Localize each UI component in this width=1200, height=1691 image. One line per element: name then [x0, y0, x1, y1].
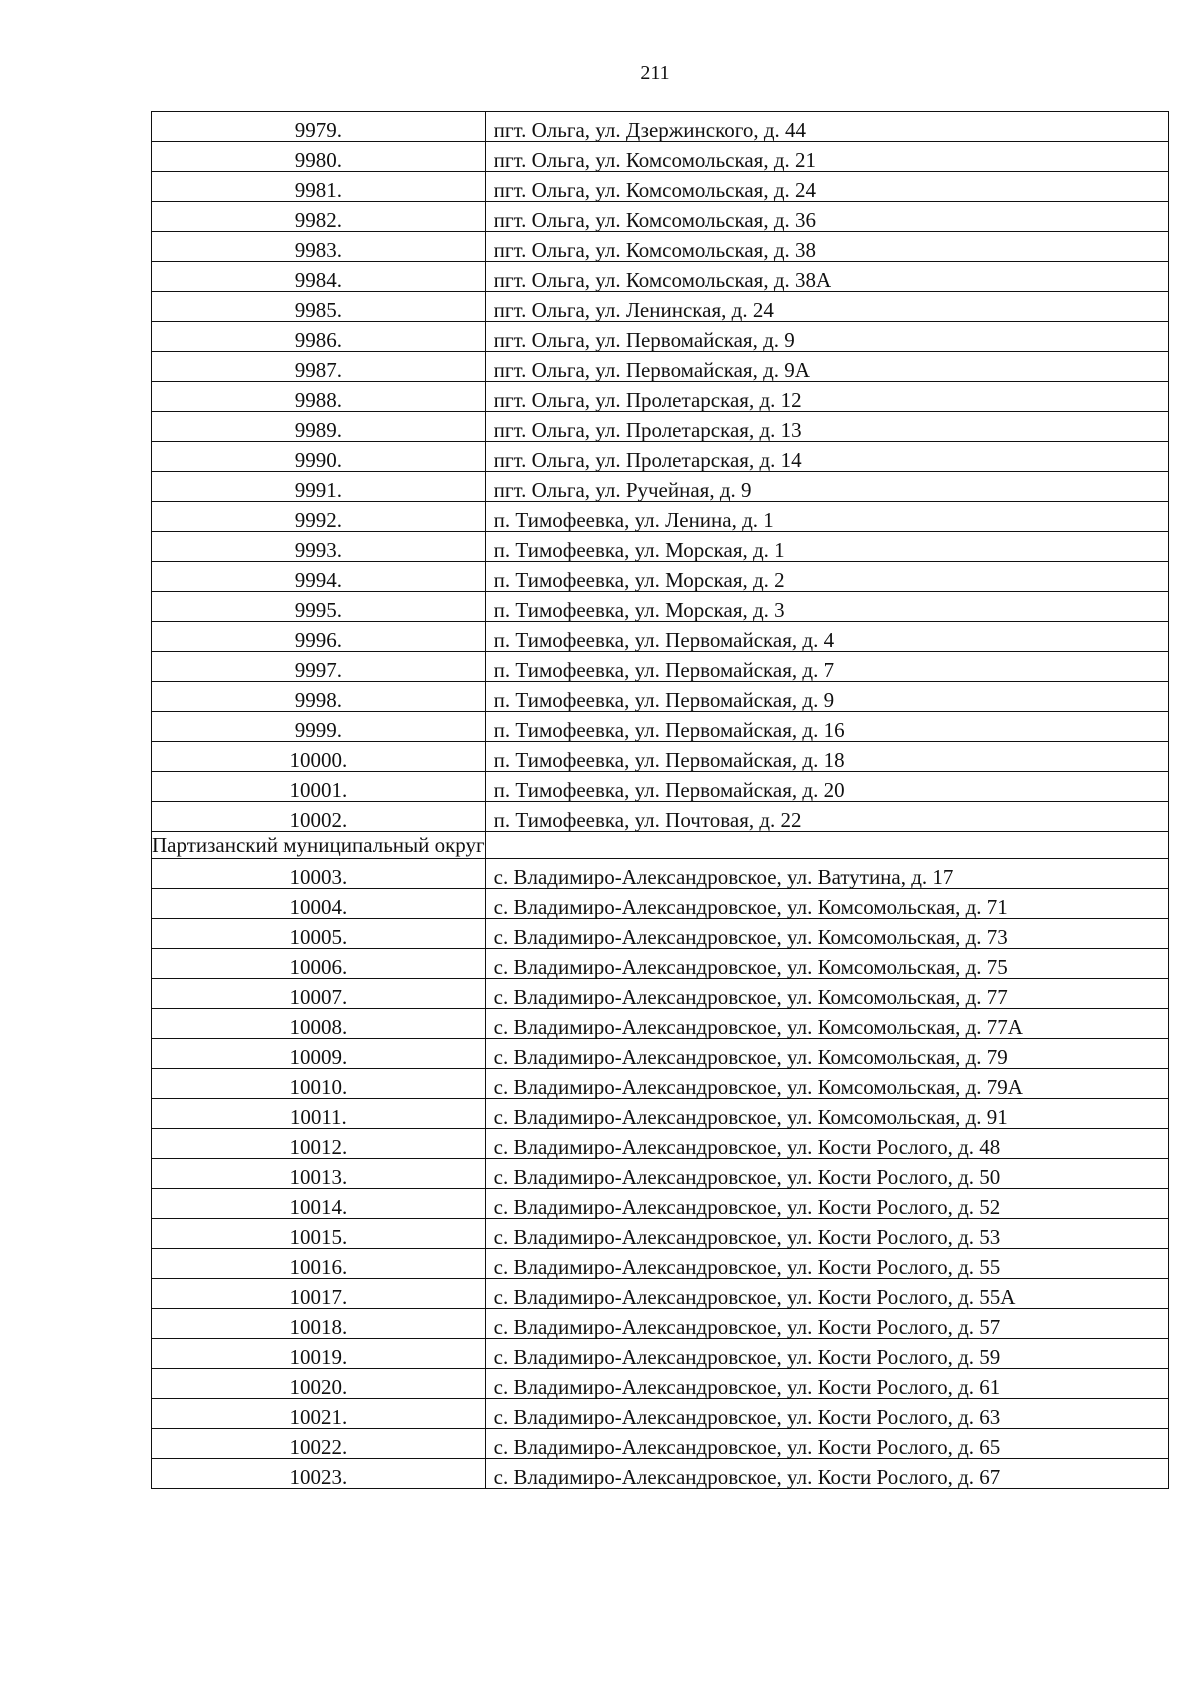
row-number: 9998.: [152, 682, 486, 712]
row-number: 10014.: [152, 1189, 486, 1219]
table-row: [152, 979, 1169, 1009]
row-address: с. Владимиро-Александровское, ул. Кости Рослого, д. 48: [485, 1129, 1168, 1159]
table-row: [152, 562, 1169, 592]
row-address: пгт. Ольга, ул. Пролетарская, д. 12: [485, 382, 1168, 412]
row-number: 10015.: [152, 1219, 486, 1249]
row-address: с. Владимиро-Александровское, ул. Кости Рослого, д. 63: [485, 1399, 1168, 1429]
row-number: 10001.: [152, 772, 486, 802]
row-address: с. Владимиро-Александровское, ул. Комсомольская, д. 91: [485, 1099, 1168, 1129]
row-address: п. Тимофеевка, ул. Морская, д. 1: [485, 532, 1168, 562]
row-number: 9990.: [152, 442, 486, 472]
row-address: с. Владимиро-Александровское, ул. Комсомольская, д. 71: [485, 889, 1168, 919]
row-address: п. Тимофеевка, ул. Первомайская, д. 4: [485, 622, 1168, 652]
group-label: Партизанский муниципальный округ: [152, 833, 485, 857]
table-row: [152, 712, 1169, 742]
row-address: п. Тимофеевка, ул. Морская, д. 3: [485, 592, 1168, 622]
table-row: [152, 652, 1169, 682]
row-number: 9992.: [152, 502, 486, 532]
row-address: с. Владимиро-Александровское, ул. Комсомольская, д. 75: [485, 949, 1168, 979]
row-number: 9997.: [152, 652, 486, 682]
table-row: [152, 1039, 1169, 1069]
table-row: [152, 1309, 1169, 1339]
row-address: с. Владимиро-Александровское, ул. Комсомольская, д. 79А: [485, 1069, 1168, 1099]
row-number: 9981.: [152, 172, 486, 202]
table-row: [152, 1459, 1169, 1489]
row-address: с. Владимиро-Александровское, ул. Кости Рослого, д. 52: [485, 1189, 1168, 1219]
row-number: 9994.: [152, 562, 486, 592]
table-row: [152, 1069, 1169, 1099]
row-address: с. Владимиро-Александровское, ул. Комсомольская, д. 77: [485, 979, 1168, 1009]
table-row: [152, 472, 1169, 502]
row-number: 10003.: [152, 859, 486, 889]
table-group-section: [152, 832, 1169, 859]
row-number: 10005.: [152, 919, 486, 949]
row-number: 9987.: [152, 352, 486, 382]
table-row: [152, 1369, 1169, 1399]
row-number: 10011.: [152, 1099, 486, 1129]
row-number: 9988.: [152, 382, 486, 412]
table-row: [152, 949, 1169, 979]
row-number: 10008.: [152, 1009, 486, 1039]
table-row: [152, 202, 1169, 232]
row-address: пгт. Ольга, ул. Пролетарская, д. 13: [485, 412, 1168, 442]
table-body-after-group: [152, 859, 1169, 1489]
table-row: [152, 322, 1169, 352]
table-row: [152, 442, 1169, 472]
row-number: 9989.: [152, 412, 486, 442]
row-number: 9984.: [152, 262, 486, 292]
row-number: 9986.: [152, 322, 486, 352]
row-address: с. Владимиро-Александровское, ул. Кости Рослого, д. 53: [485, 1219, 1168, 1249]
row-address: пгт. Ольга, ул. Первомайская, д. 9: [485, 322, 1168, 352]
table-row: [152, 1279, 1169, 1309]
row-address: с. Владимиро-Александровское, ул. Комсомольская, д. 73: [485, 919, 1168, 949]
row-number: 10013.: [152, 1159, 486, 1189]
row-number: 10022.: [152, 1429, 486, 1459]
table-row: [152, 1099, 1169, 1129]
row-number: 10007.: [152, 979, 486, 1009]
row-address: пгт. Ольга, ул. Комсомольская, д. 24: [485, 172, 1168, 202]
table-body-before-group: [152, 112, 1169, 832]
row-number: 9983.: [152, 232, 486, 262]
row-number: 9995.: [152, 592, 486, 622]
row-number: 10002.: [152, 802, 486, 832]
row-number: 9980.: [152, 142, 486, 172]
table-row: [152, 262, 1169, 292]
row-address: п. Тимофеевка, ул. Ленина, д. 1: [485, 502, 1168, 532]
row-number: 10018.: [152, 1309, 486, 1339]
table-row: [152, 112, 1169, 142]
row-address: п. Тимофеевка, ул. Почтовая, д. 22: [485, 802, 1168, 832]
row-number: 9999.: [152, 712, 486, 742]
table-row: [152, 1129, 1169, 1159]
table-row: [152, 1189, 1169, 1219]
table-row: [152, 532, 1169, 562]
row-number: 10016.: [152, 1249, 486, 1279]
table-row: [152, 889, 1169, 919]
row-address: пгт. Ольга, ул. Ручейная, д. 9: [485, 472, 1168, 502]
table-row: [152, 292, 1169, 322]
row-address: с. Владимиро-Александровское, ул. Кости Рослого, д. 57: [485, 1309, 1168, 1339]
table-row: [152, 742, 1169, 772]
row-number: 9985.: [152, 292, 486, 322]
row-address: п. Тимофеевка, ул. Первомайская, д. 18: [485, 742, 1168, 772]
row-number: 9982.: [152, 202, 486, 232]
table-row: [152, 682, 1169, 712]
table-row: [152, 802, 1169, 832]
table-row: [152, 1009, 1169, 1039]
row-address: с. Владимиро-Александровское, ул. Комсомольская, д. 77А: [485, 1009, 1168, 1039]
table-row: [152, 1219, 1169, 1249]
row-address: с. Владимиро-Александровское, ул. Комсомольская, д. 79: [485, 1039, 1168, 1069]
row-number: 10019.: [152, 1339, 486, 1369]
table-row: [152, 1249, 1169, 1279]
page-number: 211: [640, 62, 670, 84]
row-number: 10004.: [152, 889, 486, 919]
table-row: [152, 502, 1169, 532]
table-row: [152, 1339, 1169, 1369]
row-address: с. Владимиро-Александровское, ул. Кости Рослого, д. 67: [485, 1459, 1168, 1489]
row-address: пгт. Ольга, ул. Комсомольская, д. 36: [485, 202, 1168, 232]
row-number: 10006.: [152, 949, 486, 979]
row-number: 10000.: [152, 742, 486, 772]
row-address: пгт. Ольга, ул. Пролетарская, д. 14: [485, 442, 1168, 472]
row-address: с. Владимиро-Александровское, ул. Кости Рослого, д. 55А: [485, 1279, 1168, 1309]
row-number: 10020.: [152, 1369, 486, 1399]
address-table: [151, 111, 1169, 1489]
row-number: 9996.: [152, 622, 486, 652]
row-address: п. Тимофеевка, ул. Первомайская, д. 7: [485, 652, 1168, 682]
table-row: [152, 172, 1169, 202]
table-row: [152, 592, 1169, 622]
row-address: с. Владимиро-Александровское, ул. Ватутина, д. 17: [485, 859, 1168, 889]
row-address: с. Владимиро-Александровское, ул. Кости Рослого, д. 50: [485, 1159, 1168, 1189]
table-row: [152, 622, 1169, 652]
group-header-row: [152, 832, 1169, 859]
row-number: 10009.: [152, 1039, 486, 1069]
table-row: [152, 1429, 1169, 1459]
row-address: п. Тимофеевка, ул. Морская, д. 2: [485, 562, 1168, 592]
row-address: пгт. Ольга, ул. Комсомольская, д. 21: [485, 142, 1168, 172]
table-row: [152, 919, 1169, 949]
row-number: 10010.: [152, 1069, 486, 1099]
row-number: 10012.: [152, 1129, 486, 1159]
table-row: [152, 772, 1169, 802]
row-address: с. Владимиро-Александровское, ул. Кости Рослого, д. 55: [485, 1249, 1168, 1279]
row-address: п. Тимофеевка, ул. Первомайская, д. 20: [485, 772, 1168, 802]
table-row: [152, 1159, 1169, 1189]
row-number: 9993.: [152, 532, 486, 562]
row-address: пгт. Ольга, ул. Комсомольская, д. 38А: [485, 262, 1168, 292]
row-number: 10023.: [152, 1459, 486, 1489]
row-number: 9991.: [152, 472, 486, 502]
table-row: [152, 859, 1169, 889]
row-address: пгт. Ольга, ул. Ленинская, д. 24: [485, 292, 1168, 322]
row-address: с. Владимиро-Александровское, ул. Кости Рослого, д. 61: [485, 1369, 1168, 1399]
row-address: пгт. Ольга, ул. Комсомольская, д. 38: [485, 232, 1168, 262]
table-row: [152, 382, 1169, 412]
row-number: 10017.: [152, 1279, 486, 1309]
row-address: с. Владимиро-Александровское, ул. Кости Рослого, д. 59: [485, 1339, 1168, 1369]
row-number: 9979.: [152, 112, 486, 142]
row-number: 10021.: [152, 1399, 486, 1429]
table-row: [152, 412, 1169, 442]
table-row: [152, 232, 1169, 262]
row-address: п. Тимофеевка, ул. Первомайская, д. 9: [485, 682, 1168, 712]
row-address: пгт. Ольга, ул. Дзержинского, д. 44: [485, 112, 1168, 142]
table-row: [152, 142, 1169, 172]
row-address: пгт. Ольга, ул. Первомайская, д. 9А: [485, 352, 1168, 382]
row-address: с. Владимиро-Александровское, ул. Кости Рослого, д. 65: [485, 1429, 1168, 1459]
table-row: [152, 352, 1169, 382]
table-row: [152, 1399, 1169, 1429]
group-empty-cell: [485, 832, 1168, 859]
row-address: п. Тимофеевка, ул. Первомайская, д. 16: [485, 712, 1168, 742]
